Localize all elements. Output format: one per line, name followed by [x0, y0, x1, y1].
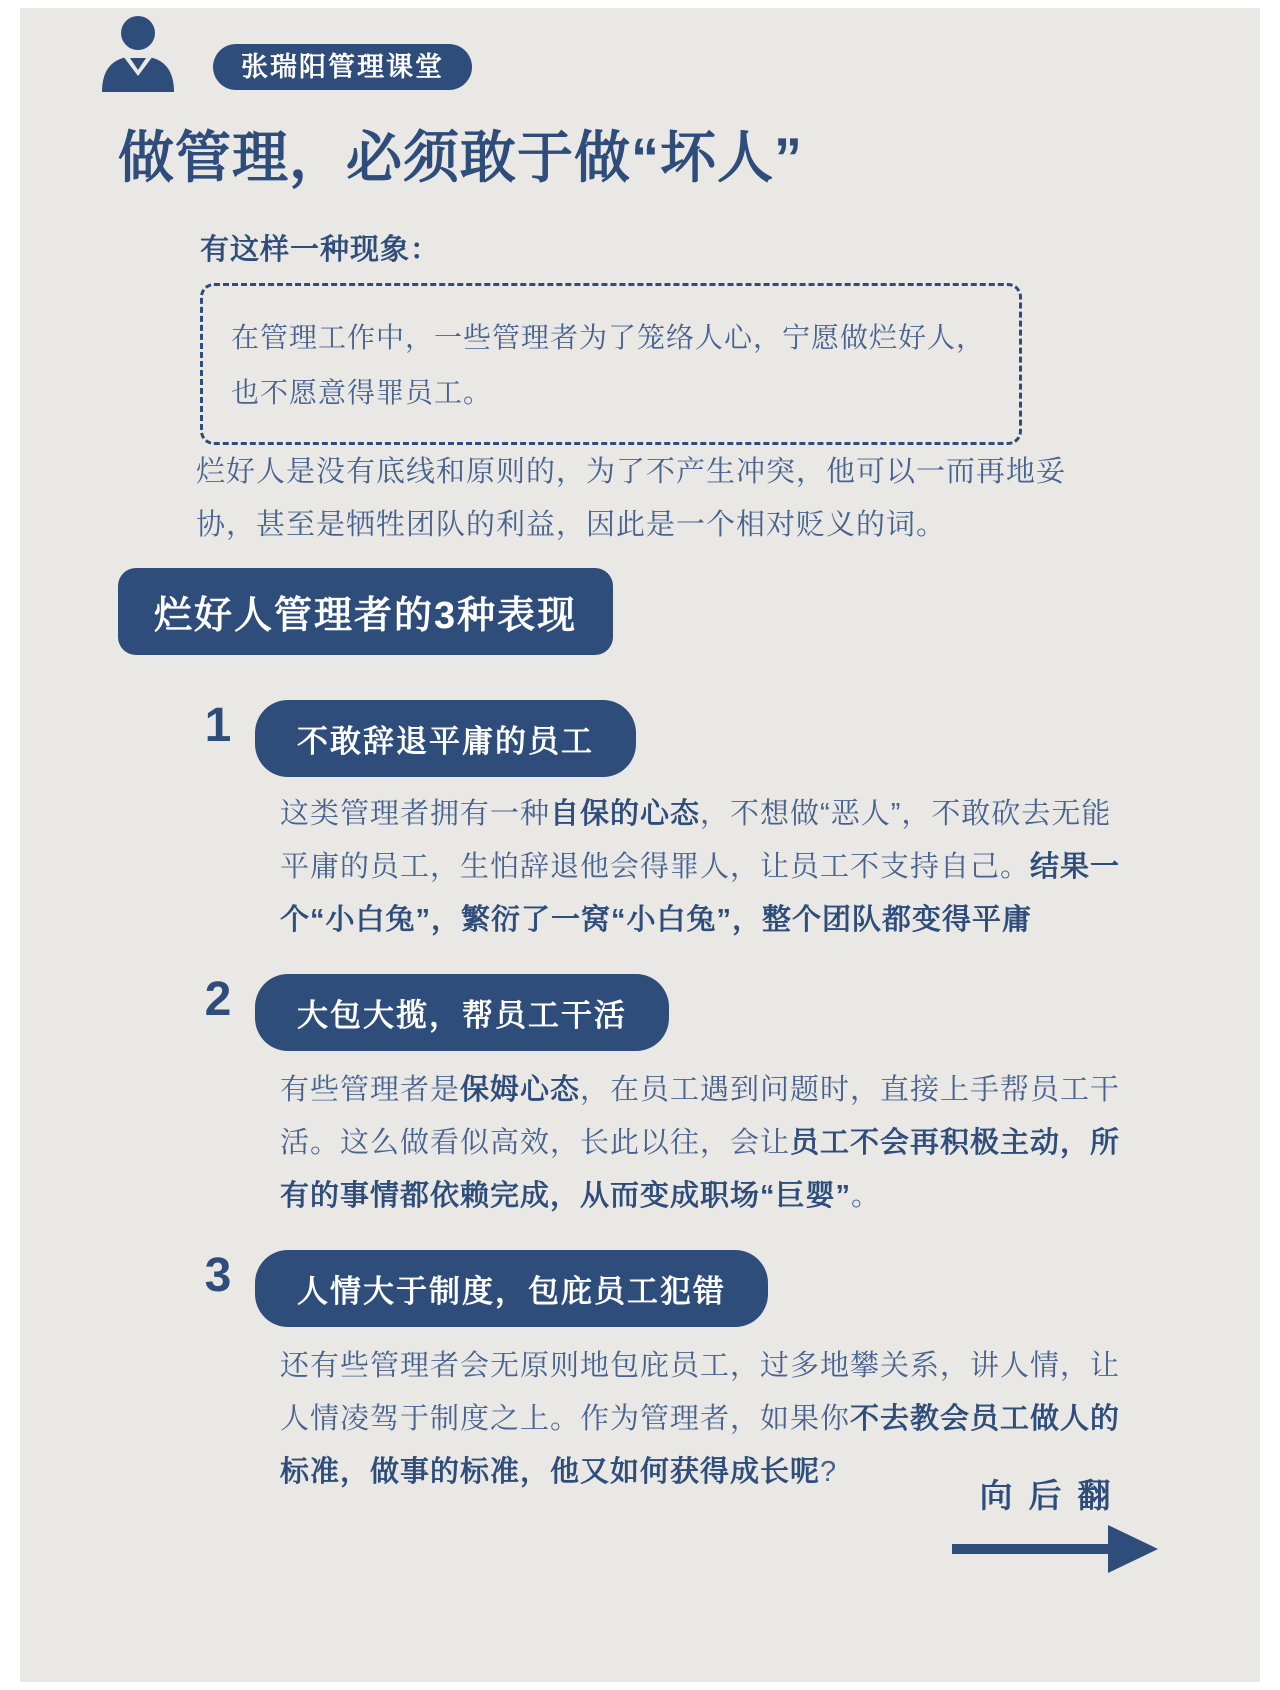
- avatar-person-icon: [98, 14, 178, 92]
- section-2-number: 2: [204, 973, 232, 1026]
- section-2-body: 有些管理者是保姆心态，在员工遇到问题时，直接上手帮员工干活。这么做看似高效，长此以往，会让员工不会再积极主动，所有的事情都依赖完成，从而变成职场“巨婴”。: [280, 1074, 1121, 1212]
- quote-box: 在管理工作中，一些管理者为了笼络人心，宁愿做烂好人，也不愿意得罪员工。: [200, 283, 1022, 445]
- card-background: [20, 8, 1260, 1682]
- section-1-heading: 不敢辞退平庸的员工: [255, 700, 636, 777]
- section-3-body: 还有些管理者会无原则地包庇员工，过多地攀关系，讲人情，让人情凌驾于制度之上。作为管理者，如果你不去教会员工做人的标准，做事的标准，他又如何获得成长呢?: [280, 1350, 1121, 1488]
- channel-badge: 张瑞阳管理课堂: [213, 44, 472, 90]
- intro-paragraph: 烂好人是没有底线和原则的，为了不产生冲突，他可以一而再地妥协，甚至是牺牲团队的利益，因此是一个相对贬义的词。: [196, 456, 1067, 541]
- section-banner: 烂好人管理者的3种表现: [118, 568, 613, 655]
- section-1-body: 这类管理者拥有一种自保的心态，不想做“恶人”，不敢砍去无能平庸的员工，生怕辞退他会得罪人，让员工不支持自己。结果一个“小白兔”，繁衍了一窝“小白兔”，整个团队都变得平庸: [280, 798, 1121, 936]
- section-1-number: 1: [204, 699, 232, 752]
- page-title: 做管理，必须敢于做“坏人”: [118, 126, 803, 189]
- section-3-heading: 人情大于制度，包庇员工犯错: [255, 1250, 768, 1327]
- section-2-heading: 大包大揽，帮员工干活: [255, 974, 669, 1051]
- intro-lead: 有这样一种现象：: [200, 234, 441, 266]
- arrow-right-icon[interactable]: [950, 1520, 1160, 1578]
- flip-next-label[interactable]: 向后翻: [979, 1477, 1127, 1514]
- section-3-number: 3: [204, 1249, 232, 1302]
